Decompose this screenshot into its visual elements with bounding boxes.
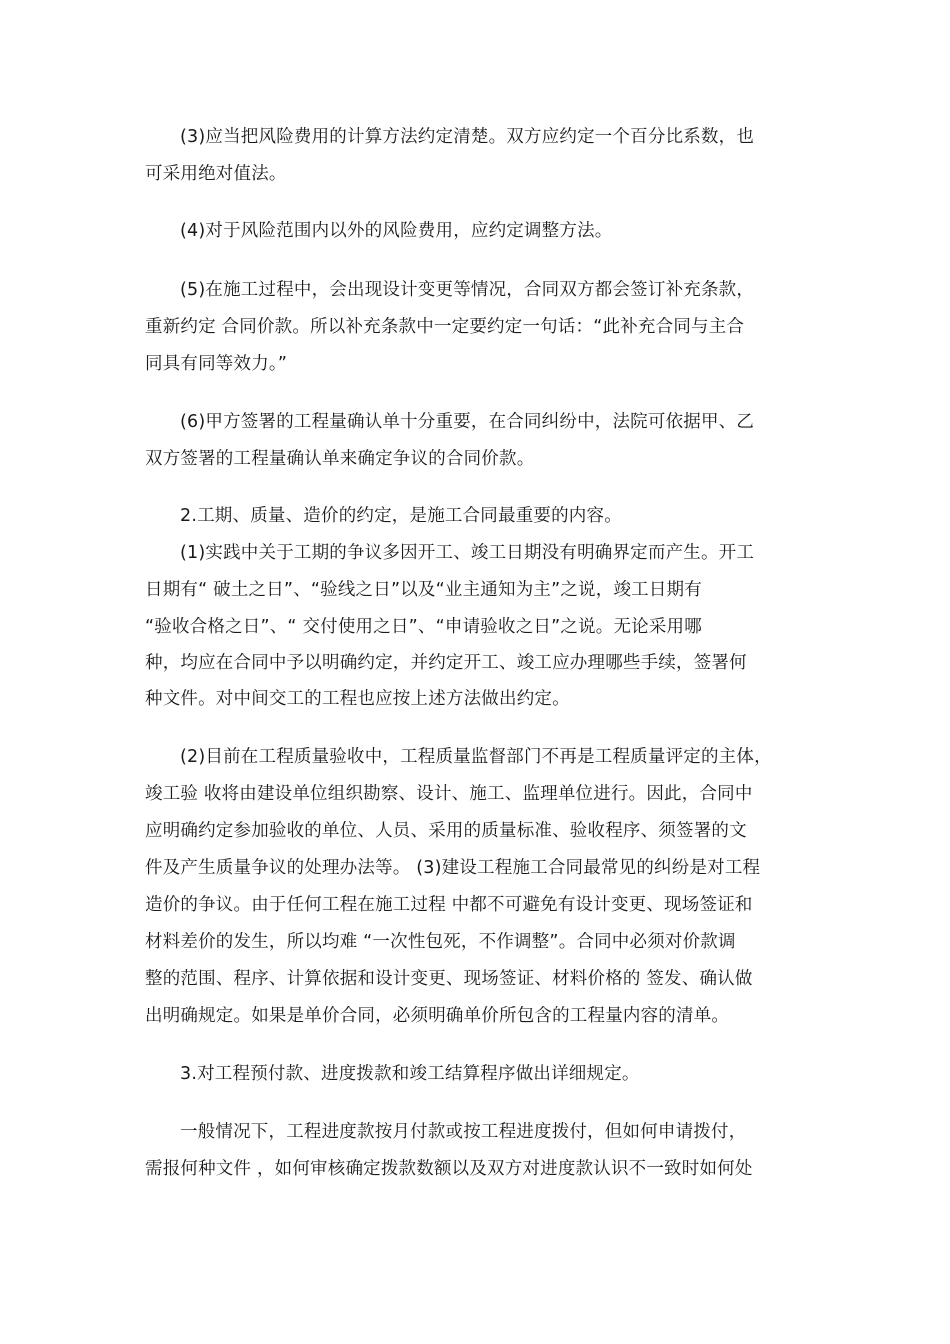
section-2-item-2-line-7: 整的范围、程序、计算依据和设计变更、现场签证、材料价格的 签发、确认做 xyxy=(145,969,753,989)
section-2-item-2-line-8: 出明确规定。如果是单价合同，必须明确单价所包含的工程量内容的清单。 xyxy=(145,1006,730,1026)
section-2-item-2-line-3: 应明确约定参加验收的单位、人员、采用的质量标准、验收程序、须签署的文 xyxy=(145,821,747,841)
paragraph-6-line-2: 双方签署的工程量确认单来确定争议的合同价款。 xyxy=(145,449,535,469)
section-3-heading: 3.对工程预付款、进度拨款和竣工结算程序做出详细规定。 xyxy=(180,1064,640,1084)
section-2-item-2-line-1: (2)目前在工程质量验收中，工程质量监督部门不再是工程质量评定的主体， xyxy=(180,747,772,767)
section-2-item-1-line-2: 日期有“ 破土之日”、“验线之日”以及“业主通知为主”之说，竣工日期有 xyxy=(145,580,702,600)
section-2-item-2-line-4: 件及产生质量争议的处理办法等。 (3)建设工程施工合同最常见的纠纷是对工程 xyxy=(145,858,761,878)
paragraph-3-line-1: (3)应当把风险费用的计算方法约定清楚。双方应约定一个百分比系数，也 xyxy=(180,127,755,147)
paragraph-3-line-2: 可采用绝对值法。 xyxy=(145,164,287,184)
paragraph-5-line-1: (5)在施工过程中，会出现设计变更等情况，合同双方都会签订补充条款， xyxy=(180,280,755,300)
section-2-item-1-line-3: “验收合格之日”、“ 交付使用之日”、“申请验收之日”之说。无论采用哪 xyxy=(145,617,702,637)
section-2-item-1-line-4: 种，均应在合同中予以明确约定，并约定开工、竣工应办理哪些手续，签署何 xyxy=(145,653,747,673)
paragraph-5-line-2: 重新约定 合同价款。所以补充条款中一定要约定一句话：“此补充合同与主合 xyxy=(145,317,745,337)
paragraph-6-line-1: (6)甲方签署的工程量确认单十分重要，在合同纠纷中，法院可依据甲、乙 xyxy=(180,412,755,432)
paragraph-4-line-1: (4)对于风险范围内以外的风险费用，应约定调整方法。 xyxy=(180,221,613,241)
section-2-item-1-line-1: (1)实践中关于工期的争议多因开工、竣工日期没有明确界定而产生。开工 xyxy=(180,543,755,563)
section-3-paragraph-line-1: 一般情况下，工程进度款按月付款或按工程进度拨付，但如何申请拨付， xyxy=(180,1122,747,1142)
section-3-paragraph-line-2: 需报何种文件 ，如何审核确定拨款数额以及双方对进度款认识不一致时如何处 xyxy=(145,1159,753,1179)
section-2-heading: 2.工期、质量、造价的约定，是施工合同最重要的内容。 xyxy=(180,506,622,526)
section-2-item-1-line-5: 种文件。对中间交工的工程也应按上述方法做出约定。 xyxy=(145,689,570,709)
section-2-item-2-line-2: 竣工验 收将由建设单位组织勘察、设计、施工、监理单位进行。因此，合同中 xyxy=(145,784,753,804)
section-2-item-2-line-6: 材料差价的发生，所以均难 “一次性包死，不作调整”。合同中必须对价款调 xyxy=(145,932,736,952)
paragraph-5-line-3: 同具有同等效力。” xyxy=(145,354,288,374)
section-2-item-2-line-5: 造价的争议。由于任何工程在施工过程 中都不可避免有设计变更、现场签证和 xyxy=(145,895,753,915)
